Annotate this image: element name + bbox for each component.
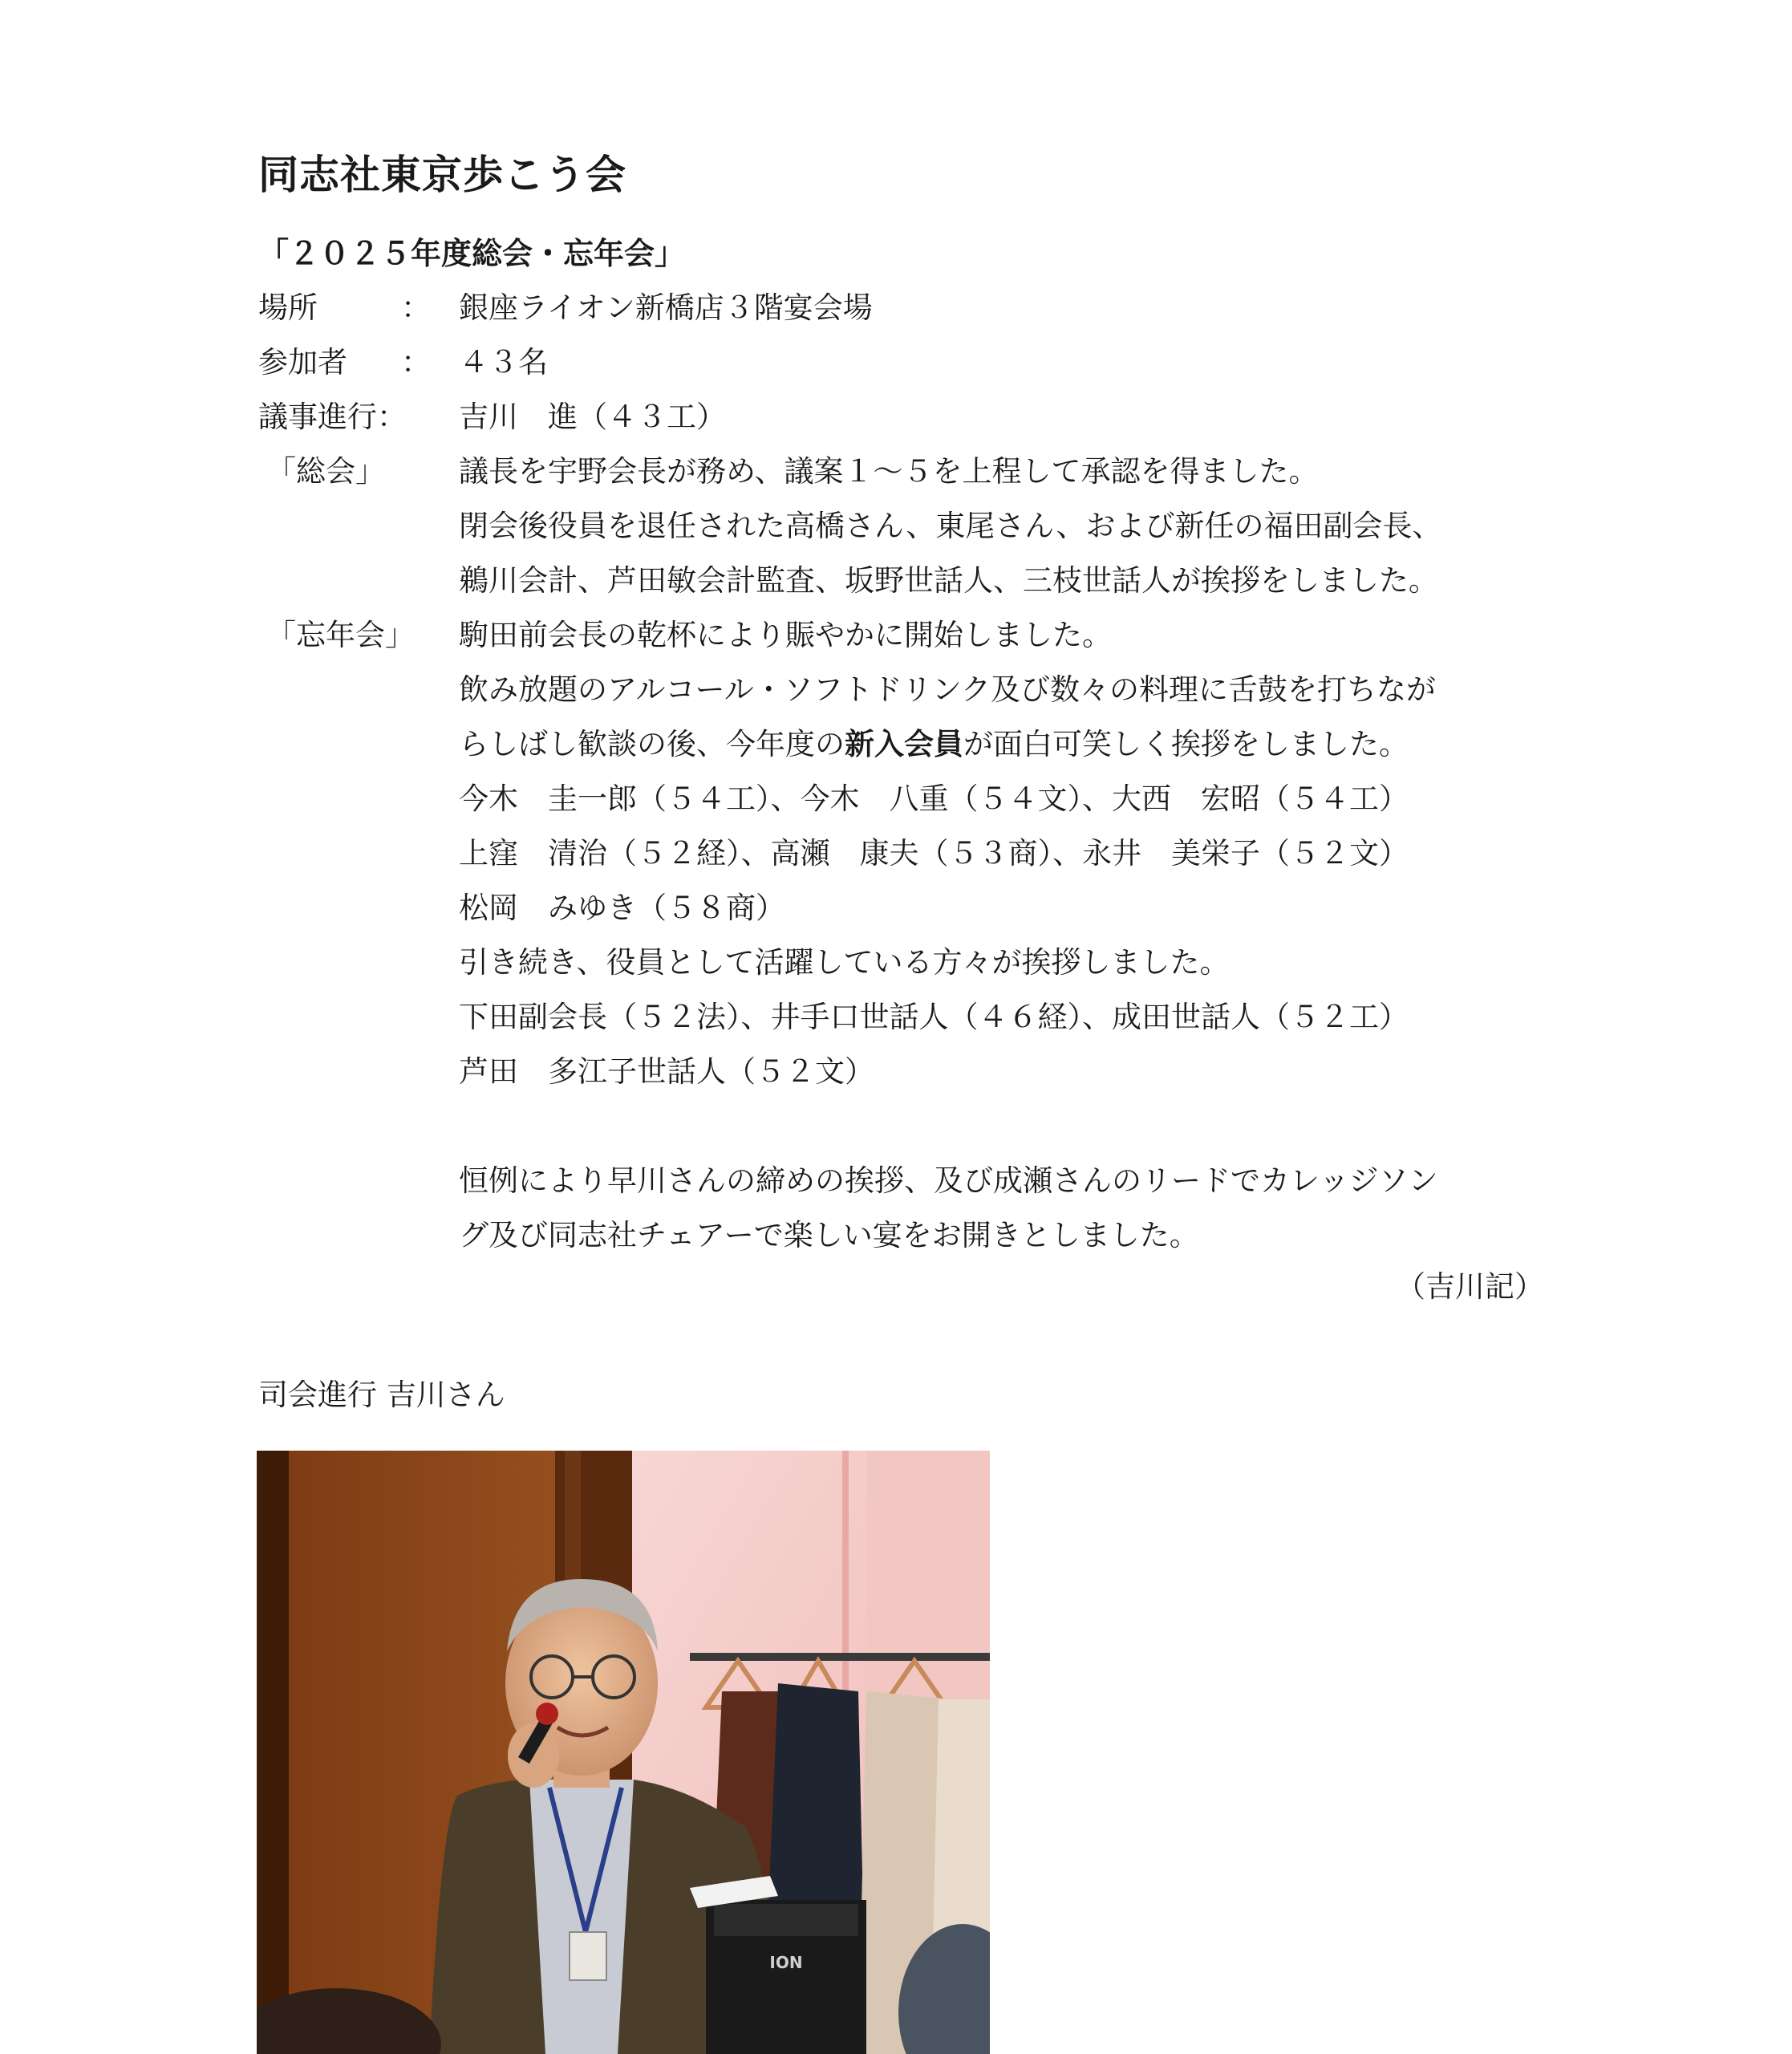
speaker-brand: ION	[769, 1953, 803, 1972]
photo-caption: 司会進行 吉川さん	[258, 1378, 505, 1412]
party-row-2	[258, 663, 1558, 717]
moderator-row	[258, 390, 1558, 444]
signature: （吉川記）	[1396, 1269, 1544, 1304]
officer-line: 芦田 多江子世話人（５２文）	[459, 1054, 874, 1089]
party-line-suffix: が面白可笑しく挨拶をしました。	[963, 727, 1409, 761]
blank-line	[258, 1099, 1558, 1154]
closing-row-1	[258, 1154, 1558, 1208]
officers-row-1	[258, 990, 1558, 1045]
left-pillar	[257, 1451, 289, 2054]
report-body	[258, 281, 1558, 1263]
officers-row-2	[258, 1045, 1558, 1099]
new-member-line: 上窪 清治（５２経）、高瀬 康夫（５３商）、永井 美栄子（５２文）	[459, 836, 1409, 871]
place-label: 場所	[258, 290, 318, 325]
party-row-1	[258, 608, 1558, 663]
coat-rack-bar	[690, 1653, 990, 1661]
party-line-prefix: らしばし歓談の後、今年度の	[459, 727, 845, 761]
general-meeting-line: 閉会後役員を退任された高橋さん、東尾さん、および新任の福田副会長、	[459, 509, 1442, 543]
new-members-row-2	[258, 826, 1558, 881]
party-line: 駒田前会長の乾杯により賑やかに開始しました。	[459, 618, 1112, 652]
officer-line: 下田副会長（５２法）、井手口世話人（４６経）、成田世話人（５２工）	[459, 1000, 1409, 1034]
new-members-emphasis: 新入会員	[845, 727, 963, 761]
moderator-label: 議事進行：	[258, 400, 407, 434]
event-heading: 「２０２５年度総会・忘年会」	[258, 236, 686, 271]
party-line	[459, 717, 1409, 772]
general-meeting-line: 鵜川会計、芦田敏会計監査、坂野世話人、三枝世話人が挨拶をしました。	[459, 563, 1438, 598]
attendees-label: 参加者	[258, 345, 347, 380]
party-row-3	[258, 717, 1558, 772]
event-photo	[257, 1451, 990, 2054]
attendees-colon: ：	[401, 345, 431, 380]
general-meeting-label: 「総会」	[266, 454, 385, 489]
new-member-line: 松岡 みゆき（５８商）	[459, 891, 785, 925]
new-member-line: 今木 圭一郎（５４工）、今木 八重（５４文）、大西 宏昭（５４工）	[459, 781, 1409, 816]
place-row	[258, 281, 1558, 335]
closing-line: 恒例により早川さんの締めの挨拶、及び成瀬さんのリードでカレッジソン	[459, 1163, 1438, 1198]
attendees-row	[258, 335, 1558, 390]
closing-row-2	[258, 1208, 1558, 1263]
party-label: 「忘年会」	[266, 618, 415, 652]
general-meeting-line: 議長を宇野会長が務め、議案１～５を上程して承認を得ました。	[459, 454, 1319, 489]
general-meeting-row-1	[258, 444, 1558, 499]
new-members-row-3	[258, 881, 1558, 936]
name-badge	[570, 1932, 606, 1980]
place-colon: ：	[401, 290, 431, 325]
photo-illustration	[257, 1451, 990, 2054]
general-meeting-row-3	[258, 554, 1558, 608]
page-title: 同志社東京歩こう会	[258, 152, 626, 198]
officers-intro-row	[258, 936, 1558, 990]
officers-intro: 引き続き、役員として活躍している方々が挨拶しました。	[459, 945, 1230, 980]
attendees-value: ４３名	[459, 345, 548, 380]
new-members-row-1	[258, 772, 1558, 826]
moderator-value: 吉川 進（４３工）	[459, 400, 726, 434]
party-line: 飲み放題のアルコール・ソフトドリンク及び数々の料理に舌鼓を打ちなが	[459, 672, 1437, 707]
place-value: 銀座ライオン新橋店３階宴会場	[459, 290, 873, 325]
closing-line: グ及び同志社チェアーで楽しい宴をお開きとしました。	[459, 1218, 1199, 1252]
general-meeting-row-2	[258, 499, 1558, 554]
